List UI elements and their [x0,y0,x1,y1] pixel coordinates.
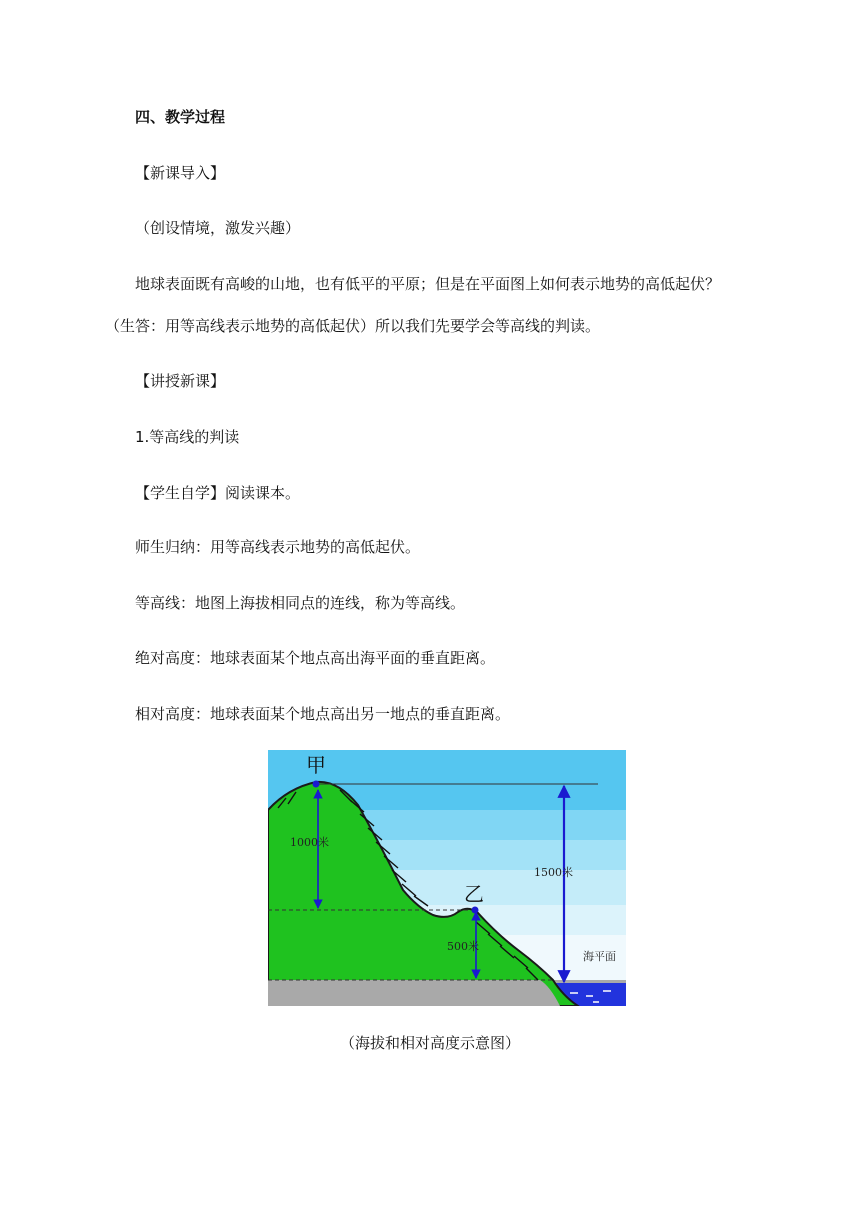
intro-heading: 【新课导入】 [135,164,226,182]
intro-note: （创设情境，激发兴趣） [135,219,301,237]
label-yi: 乙 [464,882,484,906]
summit-point-jia [313,781,320,788]
definition-relative-height: 相对高度：地球表面某个地点高出另一地点的垂直距离。 [135,705,511,723]
self-study-line: 【学生自学】阅读课本。 [135,484,301,502]
ground-strip [268,980,560,1006]
label-1000: 1000米 [290,836,329,849]
label-1500: 1500米 [534,866,573,879]
summary-line: 师生归纳：用等高线表示地势的高低起伏。 [135,538,421,556]
definition-contour: 等高线：地图上海拔相同点的连线，称为等高线。 [135,594,466,612]
elevation-diagram-svg [268,750,626,1006]
elevation-diagram [268,750,626,1006]
definition-absolute-height: 绝对高度：地球表面某个地点高出海平面的垂直距离。 [135,649,496,667]
intro-paragraph-line-2: （生答：用等高线表示地势的高低起伏）所以我们先要学会等高线的判读。 [105,317,601,335]
label-500: 500米 [447,940,479,953]
teach-heading: 【讲授新课】 [135,372,226,390]
label-jia: 甲 [306,753,326,777]
label-sea-level: 海平面 [583,950,616,963]
item-heading: 1.等高线的判读 [135,428,240,446]
figure-caption: （海拔和相对高度示意图） [339,1034,520,1052]
summit-point-yi [472,907,479,914]
section-title: 四、教学过程 [135,108,226,126]
intro-paragraph-line-1: 地球表面既有高峻的山地，也有低平的平原；但是在平面图上如何表示地势的高低起伏？ [135,275,721,293]
